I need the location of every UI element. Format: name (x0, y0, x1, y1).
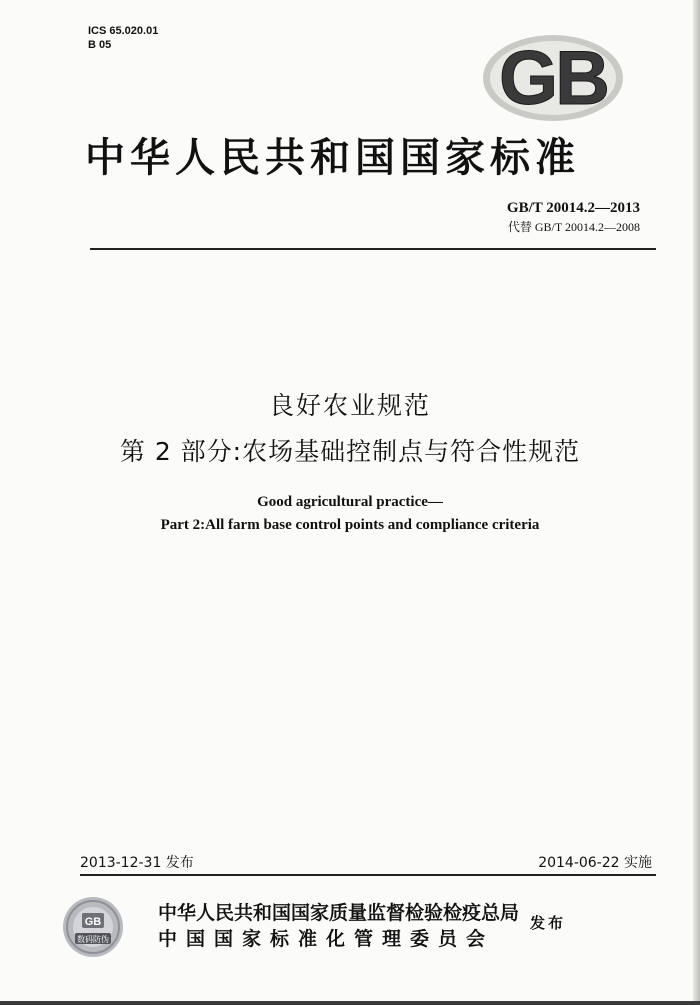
ccs-code: B 05 (88, 39, 112, 51)
header-divider (90, 248, 656, 250)
standard-title: 中华人民共和国国家标准 (85, 134, 580, 181)
implementation-date: 2014-06-22 实施 (538, 855, 652, 871)
chinese-title-line1: 良好农业规范 (268, 391, 431, 420)
anti-counterfeit-seal (62, 896, 124, 958)
ics-code: ICS 65.020.01 (88, 25, 159, 37)
issuer-sac: 中国国家标准化管理委员会 (158, 928, 495, 950)
footer-divider (80, 874, 656, 876)
issue-date: 2013-12-31 发布 (80, 855, 194, 871)
gb-logo (482, 34, 624, 122)
svg-text:GB: GB (84, 916, 102, 928)
replaces-standard: 代替 GB/T 20014.2—2008 (507, 220, 640, 234)
classification-codes (88, 24, 158, 52)
standard-number: GB/T 20014.2—2013 (506, 200, 640, 216)
issuer-aqsiq: 中华人民共和国国家质量监督检验检疫总局 (158, 902, 520, 924)
english-title-line2: Part 2:All farm base control points and compliance criteria (160, 517, 540, 533)
english-title-line1: Good agricultural practice— (257, 494, 443, 510)
scan-edge-right (693, 0, 700, 1005)
publish-label: 发布 (530, 914, 567, 932)
scan-edge-bottom (0, 1001, 700, 1005)
gb-logo-text: GB (499, 36, 607, 121)
chinese-title-line2: 第 2 部分:农场基础控制点与符合性规范 (119, 437, 581, 466)
seal-label: 数码防伪 (77, 935, 109, 944)
